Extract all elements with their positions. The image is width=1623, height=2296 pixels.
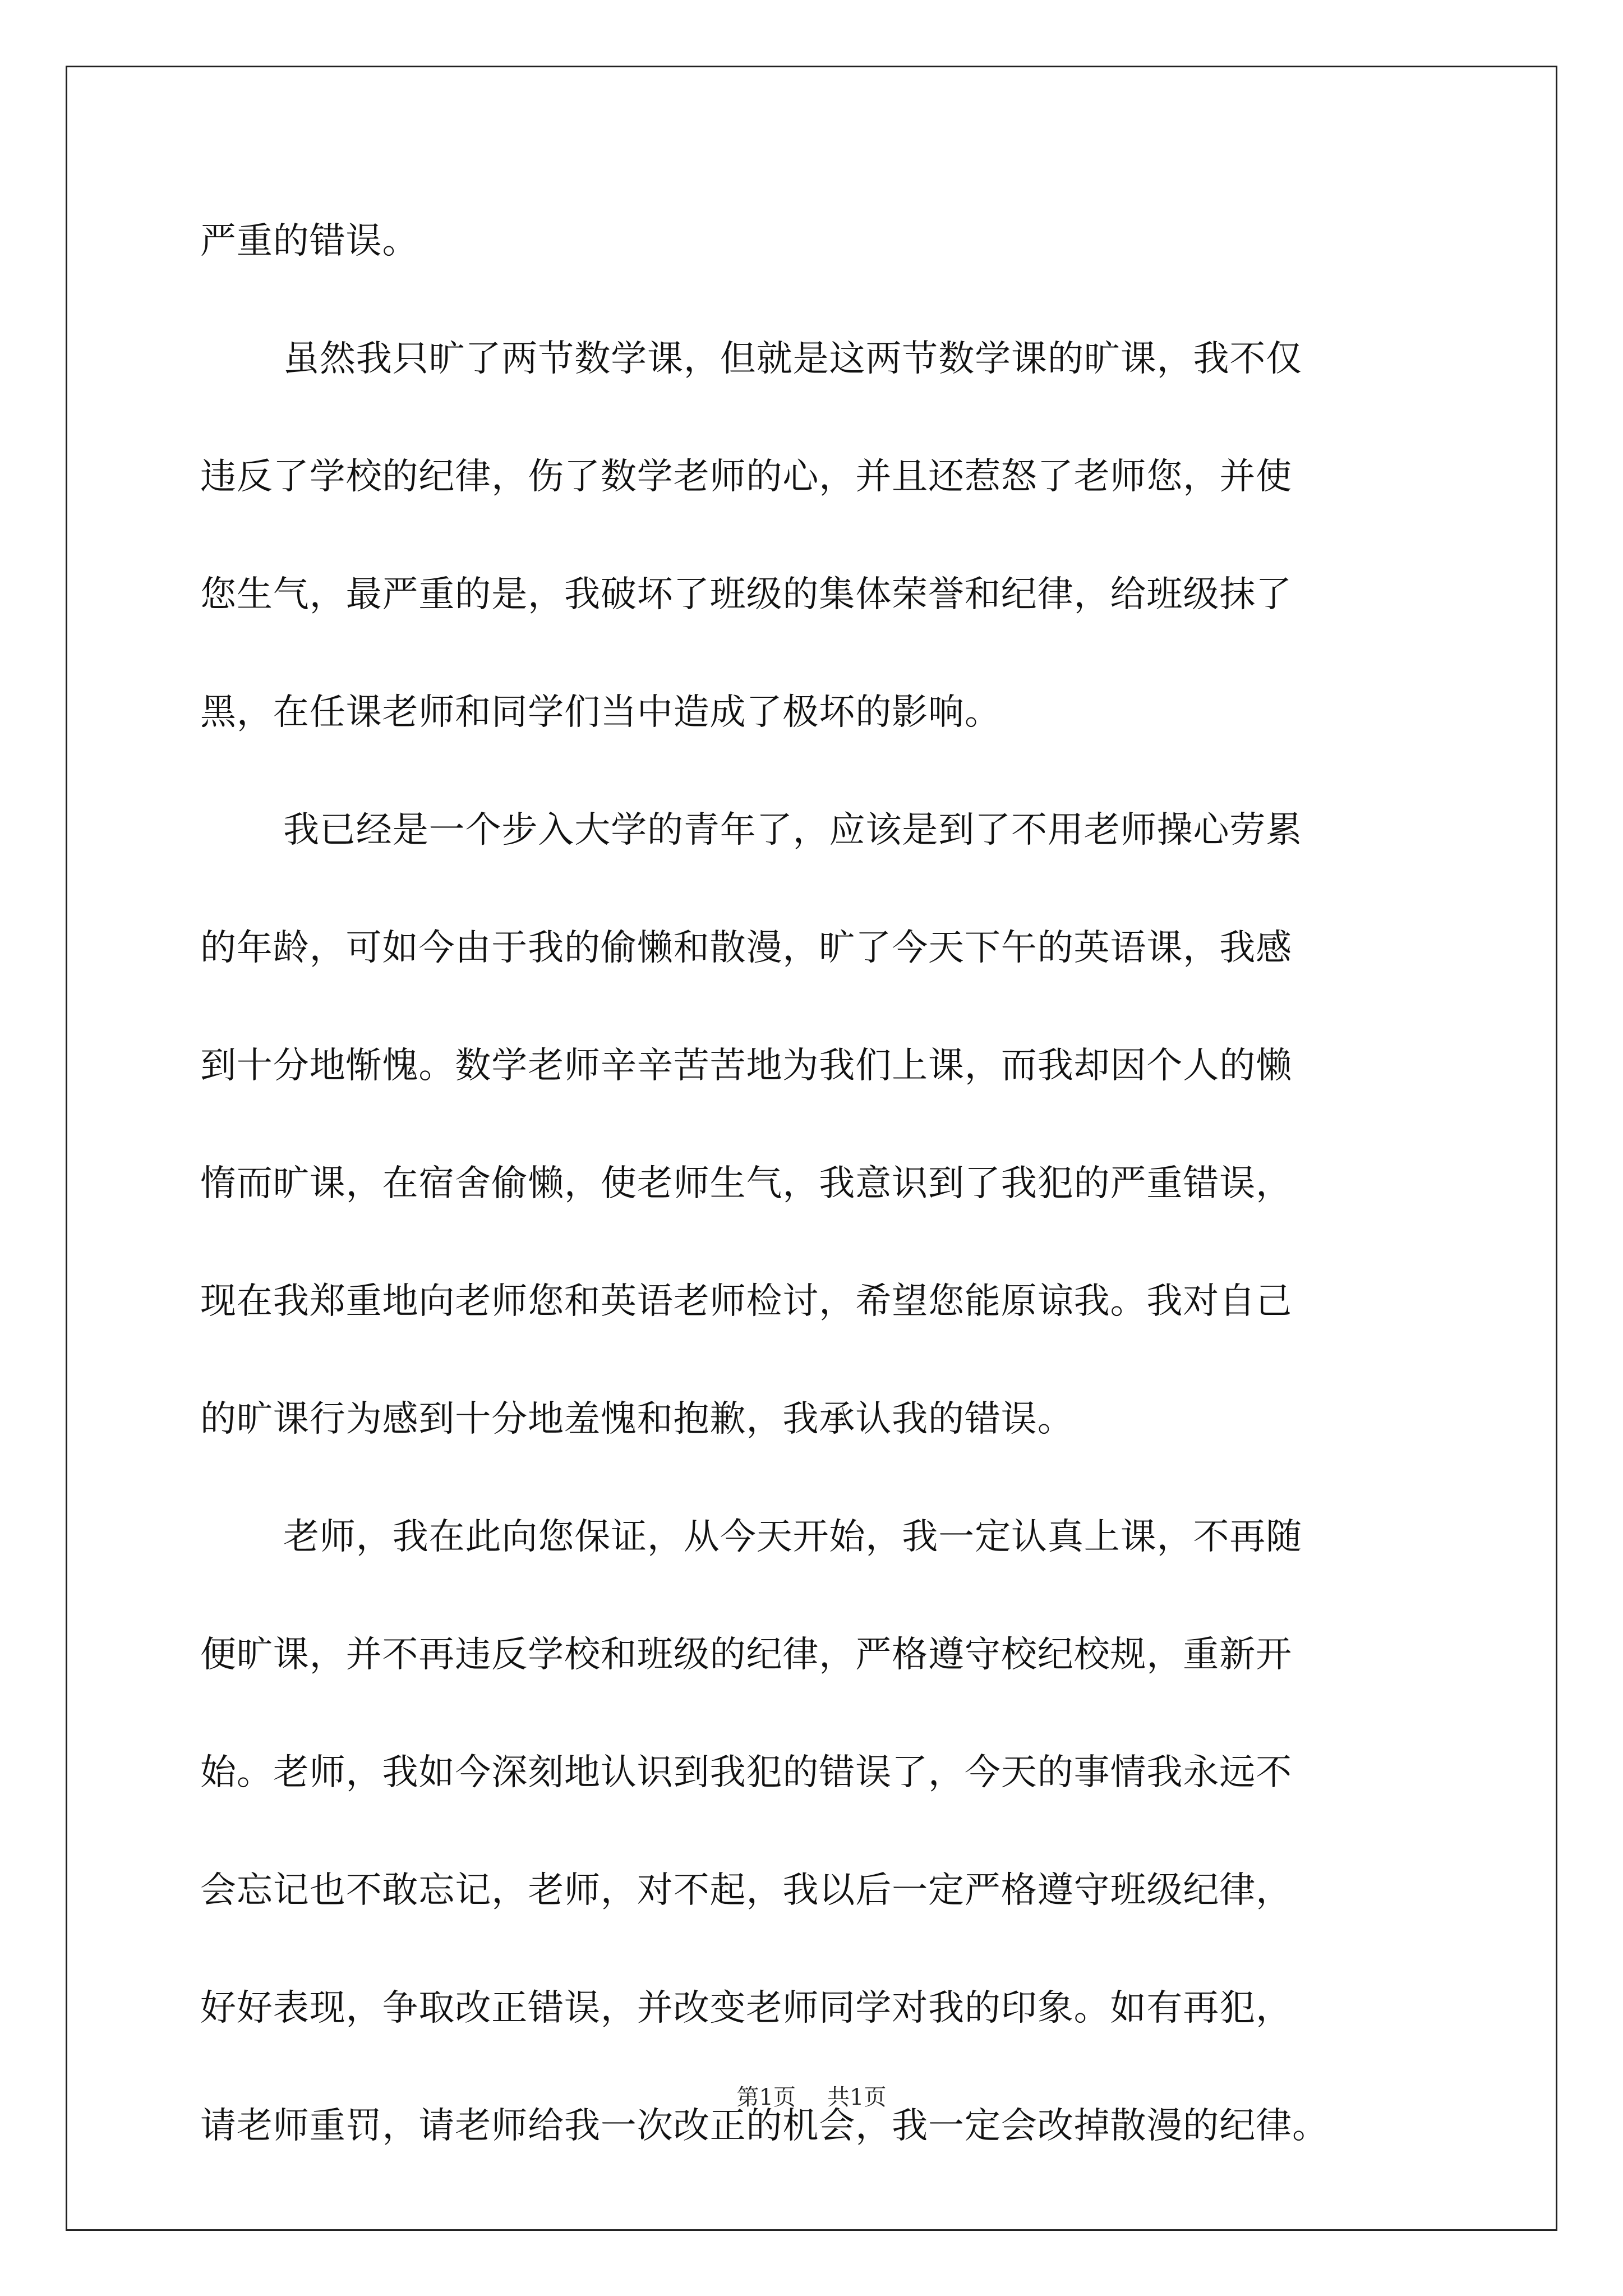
text-line: 请老师重罚，请老师给我一次改正的机会，我一定会改掉散漫的纪律。	[200, 2105, 1329, 2147]
text-line: 的年龄，可如今由于我的偷懒和散漫，旷了今天下午的英语课，我感	[200, 927, 1292, 969]
text-line: 黑，在任课老师和同学们当中造成了极坏的影响。	[200, 692, 1001, 733]
page-number-total: 共1页	[827, 2085, 887, 2110]
paragraph-first-line: 老师，我在此向您保证，从今天开始，我一定认真上课，不再随	[283, 1516, 1303, 1558]
paragraph-first-line: 我已经是一个步入大学的青年了，应该是到了不用老师操心劳累	[283, 809, 1303, 851]
text-line: 便旷课，并不再违反学校和班级的纪律，严格遵守校纪校规，重新开	[200, 1634, 1292, 1676]
text-line: 严重的错误。	[200, 220, 419, 262]
paragraph-first-line: 虽然我只旷了两节数学课，但就是这两节数学课的旷课，我不仅	[283, 338, 1303, 380]
text-line: 好好表现，争取改正错误，并改变老师同学对我的印象。如有再犯，	[200, 1987, 1292, 2029]
text-line: 始。老师，我如今深刻地认识到我犯的错误了，今天的事情我永远不	[200, 1752, 1292, 1793]
text-line: 到十分地惭愧。数学老师辛辛苦苦地为我们上课，而我却因个人的懒	[200, 1045, 1292, 1087]
text-line: 违反了学校的纪律，伤了数学老师的心，并且还惹怒了老师您，并使	[200, 456, 1292, 498]
page-number-current: 第1页	[736, 2085, 796, 2110]
text-line: 的旷课行为感到十分地羞愧和抱歉，我承认我的错误。	[200, 1398, 1074, 1440]
text-line: 现在我郑重地向老师您和英语老师检讨，希望您能原谅我。我对自己	[200, 1281, 1292, 1322]
text-line: 会忘记也不敢忘记，老师，对不起，我以后一定严格遵守班级纪律，	[200, 1870, 1292, 1911]
text-line: 您生气，最严重的是，我破坏了班级的集体荣誉和纪律，给班级抹了	[200, 574, 1292, 615]
text-line: 惰而旷课，在宿舍偷懒，使老师生气，我意识到了我犯的严重错误，	[200, 1163, 1292, 1204]
page-footer	[0, 2081, 1623, 2114]
